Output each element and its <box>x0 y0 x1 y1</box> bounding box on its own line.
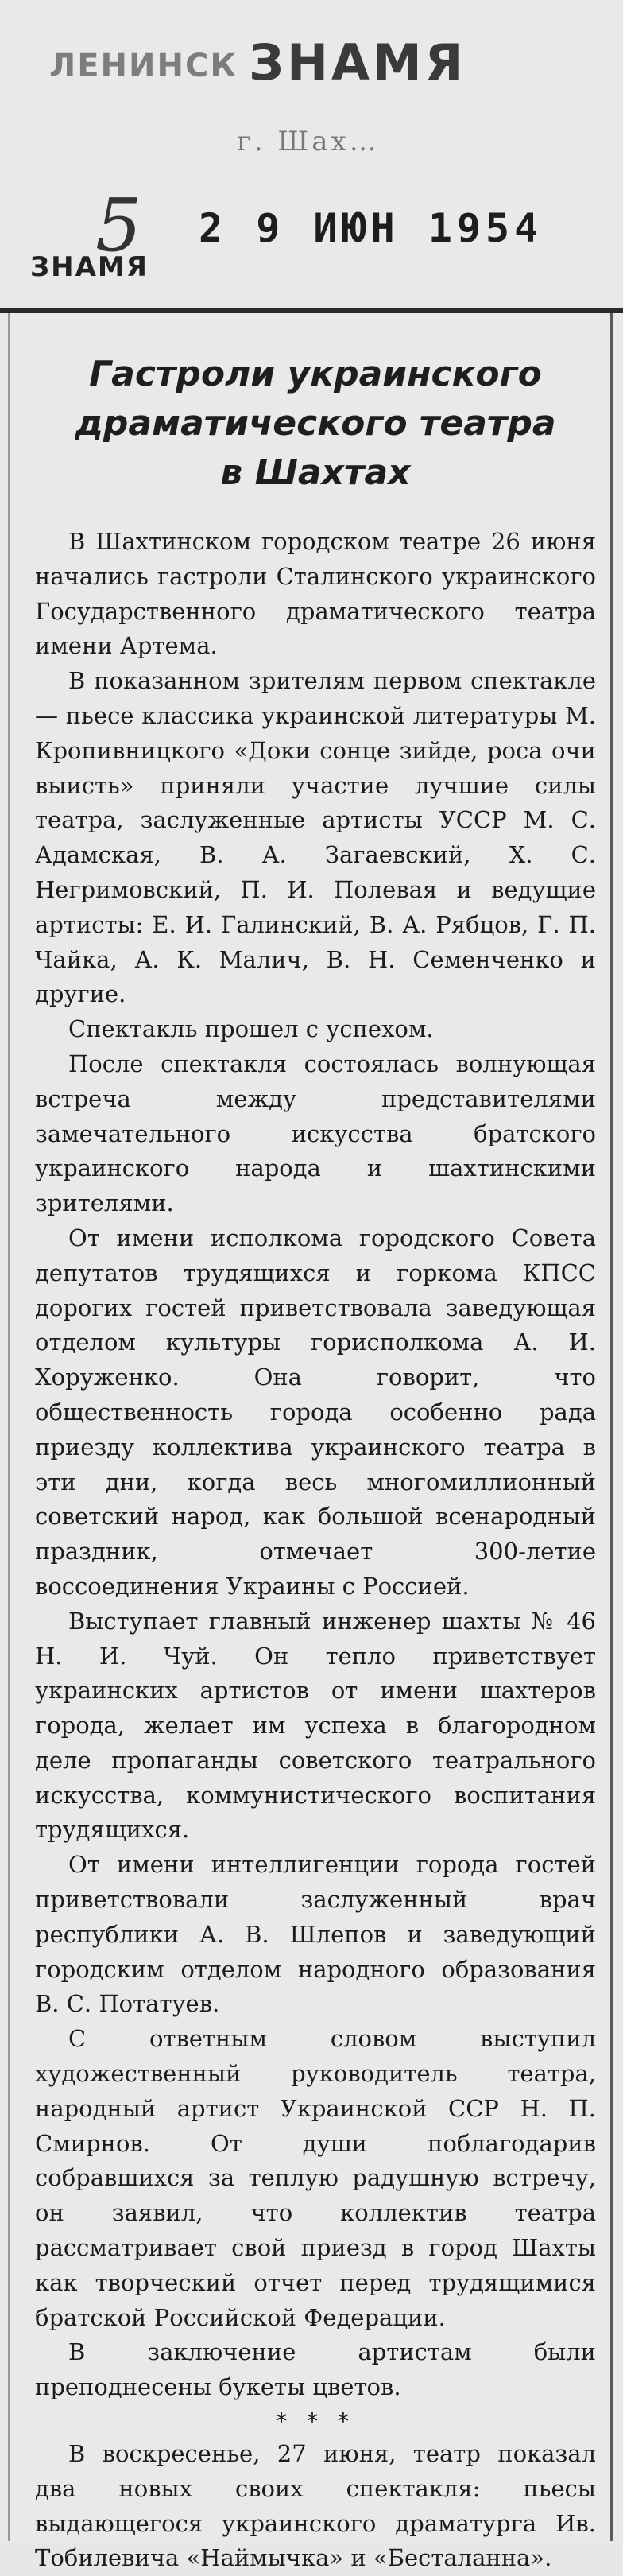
headline-line: драматического театра <box>75 403 556 444</box>
stamp-name: ЗНАМЯ <box>30 251 149 283</box>
article-paragraph: В заключение артистам были преподнесены букеты цветов. <box>35 2338 596 2401</box>
article-paragraph: В Шахтинском городском театре 26 июня начались гастроли Сталинского украинского Государственного драматического театра имени Артема. <box>35 528 596 660</box>
article-paragraph: После спектакля состоялась волнующая встреча между представителями замечательного искусства братского украинского народа и шахтинскими зрителями. <box>35 1049 596 1217</box>
handwritten-number: 5 <box>95 183 142 268</box>
newspaper-title <box>49 30 466 91</box>
article-paragraph: Выступает главный инженер шахты № 46 Н. И. Чуй. Он тепло приветствует украинских артистов от имени шахтеров города, желает им успеха в благородном деле пропаганды советского театрального искусства, коммунистического воспитания трудящихся. <box>35 1607 596 1844</box>
article-paragraph: С ответным словом выступил художественный руководитель театра, народный артист Украинской ССР Н. П. Смирнов. От души поблагодарив собравшихся за теплую радушную встречу, он заявил, что коллектив театра рассматривает свой приезд в город Шахты как творческий отчет перед трудящимися братской Российской Федерации. <box>35 2025 596 2331</box>
masthead <box>0 0 623 310</box>
left-border <box>8 313 10 2541</box>
article-paragraph: От имени интеллигенции города гостей приветствовали заслуженный врач республики А. В. Шлепов и заведующий городским отделом народного образования В. С. Потатуев. <box>35 1851 596 2018</box>
masthead-divider <box>0 308 623 313</box>
newspaper-name: ЗНАМЯ <box>249 33 466 91</box>
stamp-date: 2 9 ИЮН 1954 <box>199 205 544 251</box>
section-separator: * * * <box>276 2408 355 2435</box>
newspaper-city: г. Шах… <box>237 126 380 157</box>
article <box>35 350 596 2576</box>
headline-line: в Шахтах <box>220 452 411 493</box>
article-headline <box>35 350 596 498</box>
article-paragraph: В показанном зрителям первом спектакле — пьесе классика украинской литературы М. Кропивницкого «Доки сонце зийде, роса очи выисть» приняли участие лучшие силы театра, заслуженные артисты УССР М. С. Адамская, В. А. Загаевский, Х. С. Негримовский, П. И. Полевая и ведущие артисты: Е. И. Галинский, В. А. Рябцов, Г. П. Чайка, А. К. Малич, В. Н. Семенченко и другие. <box>35 667 596 1008</box>
headline-line: Гастроли украинского <box>89 354 542 394</box>
right-border <box>610 313 613 2541</box>
article-paragraph: Спектакль прошел с успехом. <box>68 1015 434 1043</box>
article-paragraph: От имени исполкома городского Совета депутатов трудящихся и горкома КПСС дорогих гостей приветствовала заведующая отделом культуры горисполкома А. И. Хоруженко. Она говорит, что общественность города особенно рада приезду коллектива украинского театра в эти дни, когда весь многомиллионный советский народ, как большой всенародный праздник, отмечает 300-летие воссоединения Украины с Россией. <box>35 1224 596 1600</box>
article-final-paragraph: В воскресенье, 27 июня, театр показал два новых своих спектакля: пьесы выдающегося украинского драматурга Ив. Тобилевича «Наймычка» и «Бесталанна». <box>35 2440 596 2572</box>
newspaper-prefix: ЛЕНИНСК <box>49 48 238 84</box>
